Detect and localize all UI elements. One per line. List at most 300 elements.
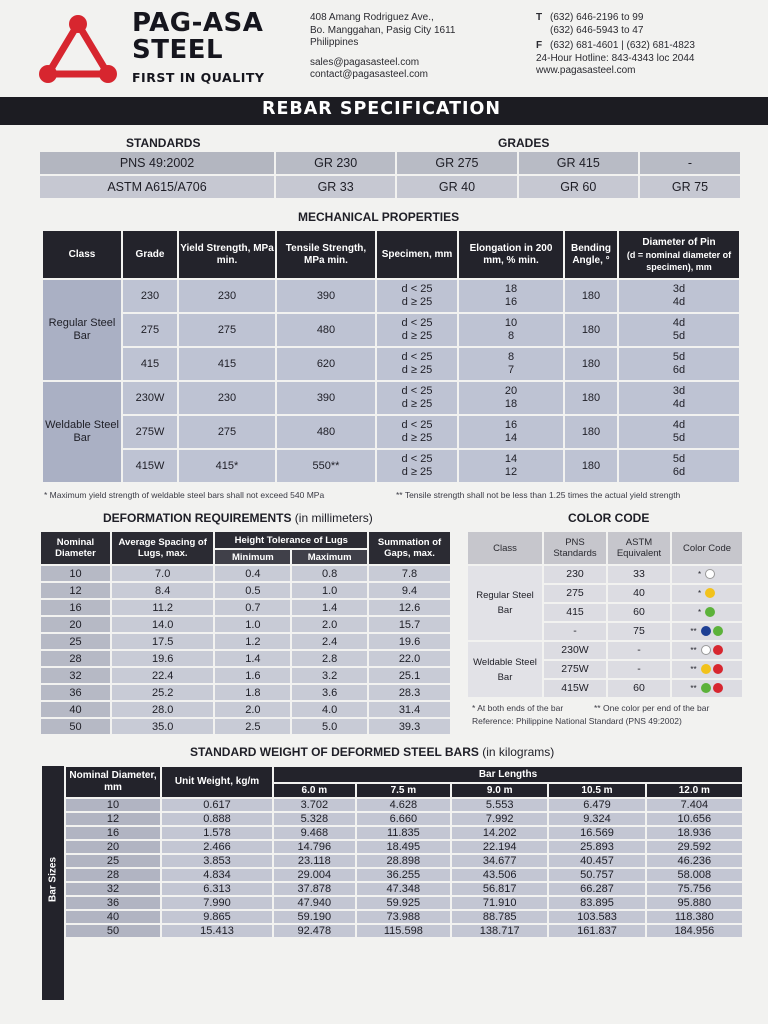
color-reference: Reference: Philippine National Standard (PNS 49:2002) [472,716,682,726]
weight-cell: 66.287 [549,883,644,895]
diameter-cell: 12 [41,583,110,598]
bending-cell: 180 [565,280,617,312]
table-row [43,450,739,482]
elongation-cell [459,382,563,414]
pin-line: 5d [672,453,686,465]
diameter-cell: 28 [41,651,110,666]
unit-weight-cell: 3.853 [162,855,272,867]
value-cell: 28.0 [112,702,214,717]
table-row [41,668,450,683]
company-logo [36,14,120,86]
elongation-line: 18 [504,283,518,295]
table-row [66,813,742,825]
weight-cell: 34.677 [452,855,547,867]
weight-cell: 7.404 [647,799,742,811]
pin-line: 3d [672,283,686,295]
pin-cell [619,348,739,380]
fax: (632) 681-4601 | (632) 681-4823 [550,40,695,51]
astm-cell: - [608,661,670,678]
table-row [66,897,742,909]
specimen-cell [377,314,457,346]
value-cell: 1.6 [215,668,290,683]
weight-cell: 29.004 [274,869,355,881]
diameter-cell: 20 [41,617,110,632]
col-header-astm: ASTM Equivalent [608,532,670,564]
weight-cell: 46.236 [647,855,742,867]
weight-cell: 118.380 [647,911,742,923]
elongation-cell [459,450,563,482]
pin-line: 6d [672,466,686,478]
email-contact: contact@pagasasteel.com [310,69,428,80]
col-header-length: 6.0 m [274,784,355,797]
value-cell: 12.6 [369,600,450,615]
weight-cell: 115.598 [357,925,450,937]
table-row [468,566,742,583]
yield-cell: 230 [179,280,275,312]
unit-weight-cell: 4.834 [162,869,272,881]
standard-weight-table [64,765,744,939]
col-header-bar-lengths: Bar Lengths [274,767,742,782]
elongation-line: 12 [504,466,518,478]
weight-cell: 36.255 [357,869,450,881]
pin-line: 4d [672,419,686,431]
color-dot [713,683,723,693]
standards-heading: STANDARDS [126,136,201,150]
value-cell: 2.4 [292,634,367,649]
value-cell: 2.5 [215,719,290,734]
mechanical-heading: MECHANICAL PROPERTIES [298,210,460,224]
table-row [41,651,450,666]
weight-cell: 29.592 [647,841,742,853]
value-cell: 1.0 [292,583,367,598]
mechanical-footnote-2: ** Tensile strength shall not be less than 1.25 times the actual yield strength [396,490,681,500]
value-cell: 15.7 [369,617,450,632]
astm-cell: 60 [608,680,670,697]
tensile-cell: 390 [277,382,375,414]
weight-cell: 28.898 [357,855,450,867]
table-header-row [41,532,450,548]
diameter-cell: 16 [41,600,110,615]
astm-cell: 60 [608,604,670,621]
weight-cell: 75.756 [647,883,742,895]
unit-weight-cell: 0.888 [162,813,272,825]
phone-label: T [536,12,543,23]
value-cell: 31.4 [369,702,450,717]
table-row [66,883,742,895]
pns-cell: 275W [544,661,606,678]
col-header-max: Maximum [292,550,367,564]
weight-cell: 25.893 [549,841,644,853]
value-cell: 7.0 [112,566,214,581]
table-header-row [66,767,742,782]
diameter-cell: 32 [66,883,160,895]
col-header-color: Color Code [672,532,742,564]
col-header-length: 12.0 m [647,784,742,797]
unit-weight-cell: 7.990 [162,897,272,909]
deformation-heading-unit: (in millimeters) [294,511,373,525]
color-dot [705,569,715,579]
grade-cell: GR 415 [519,152,638,174]
standard-cell: ASTM A615/A706 [40,176,274,198]
weight-cell: 5.553 [452,799,547,811]
pin-cell [619,382,739,414]
diameter-cell: 10 [66,799,160,811]
col-header-bending: Bending Angle, ° [565,231,617,278]
col-header-diameter: Nominal Diameter, mm [66,767,160,797]
unit-weight-cell: 1.578 [162,827,272,839]
col-header-length: 9.0 m [452,784,547,797]
weight-cell: 184.956 [647,925,742,937]
elongation-cell [459,314,563,346]
yield-cell: 415* [179,450,275,482]
astm-cell: - [608,642,670,659]
color-dot [713,664,723,674]
table-row [40,152,740,174]
grade-cell: 275W [123,416,177,448]
value-cell: 17.5 [112,634,214,649]
color-code-cell [672,585,742,602]
weight-cell: 14.202 [452,827,547,839]
weight-cell: 9.468 [274,827,355,839]
table-row [41,702,450,717]
tensile-cell: 620 [277,348,375,380]
standard-weight-heading-text: STANDARD WEIGHT OF DEFORMED STEEL BARS [190,745,479,759]
pin-line: 4d [672,398,686,410]
class-cell: Weldable Steel Bar [43,382,121,482]
pin-header-title: Diameter of Pin [642,236,716,248]
color-code-cell [672,680,742,697]
specimen-line: d < 25 [401,385,433,397]
table-row [43,314,739,346]
pin-line: 3d [672,385,686,397]
table-row [41,634,450,649]
color-star: ** [690,626,697,636]
bending-cell: 180 [565,348,617,380]
weight-cell: 14.796 [274,841,355,853]
address-line: Philippines [310,37,359,48]
value-cell: 3.2 [292,668,367,683]
table-row [40,176,740,198]
pin-cell [619,416,739,448]
col-header-diameter: Nominal Diameter [41,532,110,564]
class-cell: Regular Steel Bar [468,566,542,640]
specimen-line: d ≥ 25 [401,296,433,308]
company-contact [536,12,695,78]
col-header-grade: Grade [123,231,177,278]
value-cell: 3.6 [292,685,367,700]
specimen-cell [377,280,457,312]
tensile-cell: 480 [277,314,375,346]
table-row [66,869,742,881]
class-cell: Regular Steel Bar [43,280,121,380]
pin-header-note: (d = nominal diameter of specimen), mm [626,249,732,272]
diameter-cell: 40 [66,911,160,923]
weight-cell: 58.008 [647,869,742,881]
specimen-cell [377,382,457,414]
specimen-line: d < 25 [401,419,433,431]
unit-weight-cell: 9.865 [162,911,272,923]
bending-cell: 180 [565,416,617,448]
elongation-line: 14 [504,432,518,444]
pin-cell [619,314,739,346]
col-header-height: Height Tolerance of Lugs [215,532,367,548]
value-cell: 0.4 [215,566,290,581]
pin-cell [619,450,739,482]
standard-weight-heading [190,745,554,759]
color-dot [713,626,723,636]
weight-cell: 5.328 [274,813,355,825]
yield-cell: 415 [179,348,275,380]
table-row [43,416,739,448]
table-row [66,911,742,923]
weight-cell: 103.583 [549,911,644,923]
value-cell: 19.6 [112,651,214,666]
color-dot [701,664,711,674]
color-star: * [697,607,702,617]
diameter-cell: 36 [41,685,110,700]
tensile-cell: 480 [277,416,375,448]
value-cell: 8.4 [112,583,214,598]
color-code-table [466,530,744,699]
value-cell: 0.7 [215,600,290,615]
grade-cell: 230W [123,382,177,414]
company-name-line2: STEEL [132,35,224,65]
weight-cell: 56.817 [452,883,547,895]
table-row [43,382,739,414]
weight-cell: 43.506 [452,869,547,881]
col-header-class: Class [43,231,121,278]
specimen-line: d < 25 [401,317,433,329]
table-row [66,841,742,853]
value-cell: 35.0 [112,719,214,734]
yield-cell: 275 [179,314,275,346]
elongation-line: 8 [507,330,515,342]
yield-cell: 275 [179,416,275,448]
table-row [66,925,742,937]
mechanical-footnote-1: * Maximum yield strength of weldable steel bars shall not exceed 540 MPa [44,490,325,500]
pns-cell: 275 [544,585,606,602]
weight-cell: 6.660 [357,813,450,825]
bending-cell: 180 [565,382,617,414]
table-row [41,566,450,581]
elongation-line: 16 [504,419,518,431]
table-header-row [468,532,742,564]
col-header-pns: PNS Standards [544,532,606,564]
value-cell: 1.2 [215,634,290,649]
grade-cell: 275 [123,314,177,346]
color-code-heading: COLOR CODE [568,511,650,525]
weight-cell: 3.702 [274,799,355,811]
table-row [66,855,742,867]
grade-cell: 230 [123,280,177,312]
weight-cell: 37.878 [274,883,355,895]
table-row [468,642,742,659]
value-cell: 0.8 [292,566,367,581]
value-cell: 25.2 [112,685,214,700]
elongation-cell [459,348,563,380]
pin-line: 5d [672,432,686,444]
specimen-line: d < 25 [401,453,433,465]
email-sales: sales@pagasasteel.com [310,56,420,68]
pin-cell [619,280,739,312]
table-row [66,827,742,839]
color-star: ** [690,664,697,674]
astm-cell: 40 [608,585,670,602]
bending-cell: 180 [565,450,617,482]
color-star: ** [690,645,697,655]
color-note-1: * At both ends of the bar [472,703,564,713]
grade-cell: GR 230 [276,152,395,174]
specimen-cell [377,416,457,448]
grades-heading: GRADES [498,136,550,150]
value-cell: 11.2 [112,600,214,615]
color-code-cell [672,661,742,678]
value-cell: 22.4 [112,668,214,683]
pns-cell: 230 [544,566,606,583]
pin-line: 5d [672,330,686,342]
color-dot [701,683,711,693]
weight-cell: 47.348 [357,883,450,895]
weight-cell: 88.785 [452,911,547,923]
elongation-line: 7 [507,364,515,376]
diameter-cell: 12 [66,813,160,825]
weight-cell: 40.457 [549,855,644,867]
pns-cell: 415W [544,680,606,697]
specimen-line: d ≥ 25 [401,432,433,444]
brand-block [132,10,264,85]
standard-cell: PNS 49:2002 [40,152,274,174]
diameter-cell: 50 [66,925,160,937]
weight-cell: 71.910 [452,897,547,909]
table-row [43,348,739,380]
pin-line: 4d [672,296,686,308]
color-code-cell [672,623,742,640]
col-header-spacing: Average Spacing of Lugs, max. [112,532,214,564]
diameter-cell: 40 [41,702,110,717]
grade-cell: GR 40 [397,176,516,198]
col-header-class: Class [468,532,542,564]
phone-1: (632) 646-2196 to 99 [550,12,644,23]
pns-cell: - [544,623,606,640]
value-cell: 0.5 [215,583,290,598]
col-header-unit-weight: Unit Weight, kg/m [162,767,272,797]
phone-2: (632) 646-5943 to 47 [550,24,644,36]
col-header-pin [619,231,739,278]
astm-cell: 75 [608,623,670,640]
table-row [41,583,450,598]
unit-weight-cell: 2.466 [162,841,272,853]
table-row [43,280,739,312]
weight-cell: 92.478 [274,925,355,937]
weight-cell: 18.936 [647,827,742,839]
color-dot [701,626,711,636]
weight-cell: 10.656 [647,813,742,825]
diameter-cell: 28 [66,869,160,881]
table-header-row [43,231,739,278]
mechanical-properties-table [41,229,741,484]
pin-line: 6d [672,364,686,376]
weight-cell: 4.628 [357,799,450,811]
color-star: ** [690,683,697,693]
diameter-cell: 16 [66,827,160,839]
col-header-gaps: Summation of Gaps, max. [369,532,450,564]
address-line: Bo. Manggahan, Pasig City 1611 [310,24,456,36]
unit-weight-cell: 6.313 [162,883,272,895]
weight-cell: 23.118 [274,855,355,867]
elongation-cell [459,416,563,448]
value-cell: 5.0 [292,719,367,734]
grade-cell: 415W [123,450,177,482]
bar-sizes-side-label [42,766,64,1000]
weight-cell: 138.717 [452,925,547,937]
value-cell: 22.0 [369,651,450,666]
weight-cell: 22.194 [452,841,547,853]
weight-cell: 47.940 [274,897,355,909]
page-title: REBAR SPECIFICATION [262,99,502,119]
weight-cell: 161.837 [549,925,644,937]
grade-cell: GR 275 [397,152,516,174]
value-cell: 1.4 [292,600,367,615]
weight-cell: 50.757 [549,869,644,881]
color-dot [701,645,711,655]
elongation-line: 14 [504,453,518,465]
color-note-2: ** One color per end of the bar [594,703,710,713]
value-cell: 2.8 [292,651,367,666]
deformation-table [39,530,452,736]
weight-cell: 6.479 [549,799,644,811]
diameter-cell: 25 [66,855,160,867]
specimen-line: d ≥ 25 [401,466,433,478]
bending-cell: 180 [565,314,617,346]
yield-cell: 230 [179,382,275,414]
fax-label: F [536,40,543,51]
pin-line: 5d [672,351,686,363]
value-cell: 1.4 [215,651,290,666]
value-cell: 4.0 [292,702,367,717]
value-cell: 25.1 [369,668,450,683]
value-cell: 14.0 [112,617,214,632]
weight-cell: 18.495 [357,841,450,853]
title-banner [0,97,768,125]
value-cell: 39.3 [369,719,450,734]
diameter-cell: 32 [41,668,110,683]
elongation-line: 10 [504,317,518,329]
specimen-line: d < 25 [401,351,433,363]
company-tagline: FIRST IN QUALITY [132,70,265,85]
specimen-cell [377,348,457,380]
col-header-length: 10.5 m [549,784,644,797]
value-cell: 2.0 [292,617,367,632]
col-header-length: 7.5 m [357,784,450,797]
specimen-line: d ≥ 25 [401,398,433,410]
grade-cell: - [640,152,740,174]
elongation-cell [459,280,563,312]
pin-line: 4d [672,317,686,329]
value-cell: 2.0 [215,702,290,717]
specimen-cell [377,450,457,482]
diameter-cell: 10 [41,566,110,581]
pns-cell: 230W [544,642,606,659]
color-dot [705,588,715,598]
table-row [41,617,450,632]
col-header-elongation: Elongation in 200 mm, % min. [459,231,563,278]
weight-cell: 59.925 [357,897,450,909]
diameter-cell: 50 [41,719,110,734]
table-row [41,719,450,734]
color-code-cell [672,604,742,621]
tensile-cell: 390 [277,280,375,312]
deformation-heading-text: DEFORMATION REQUIREMENTS [103,511,292,525]
